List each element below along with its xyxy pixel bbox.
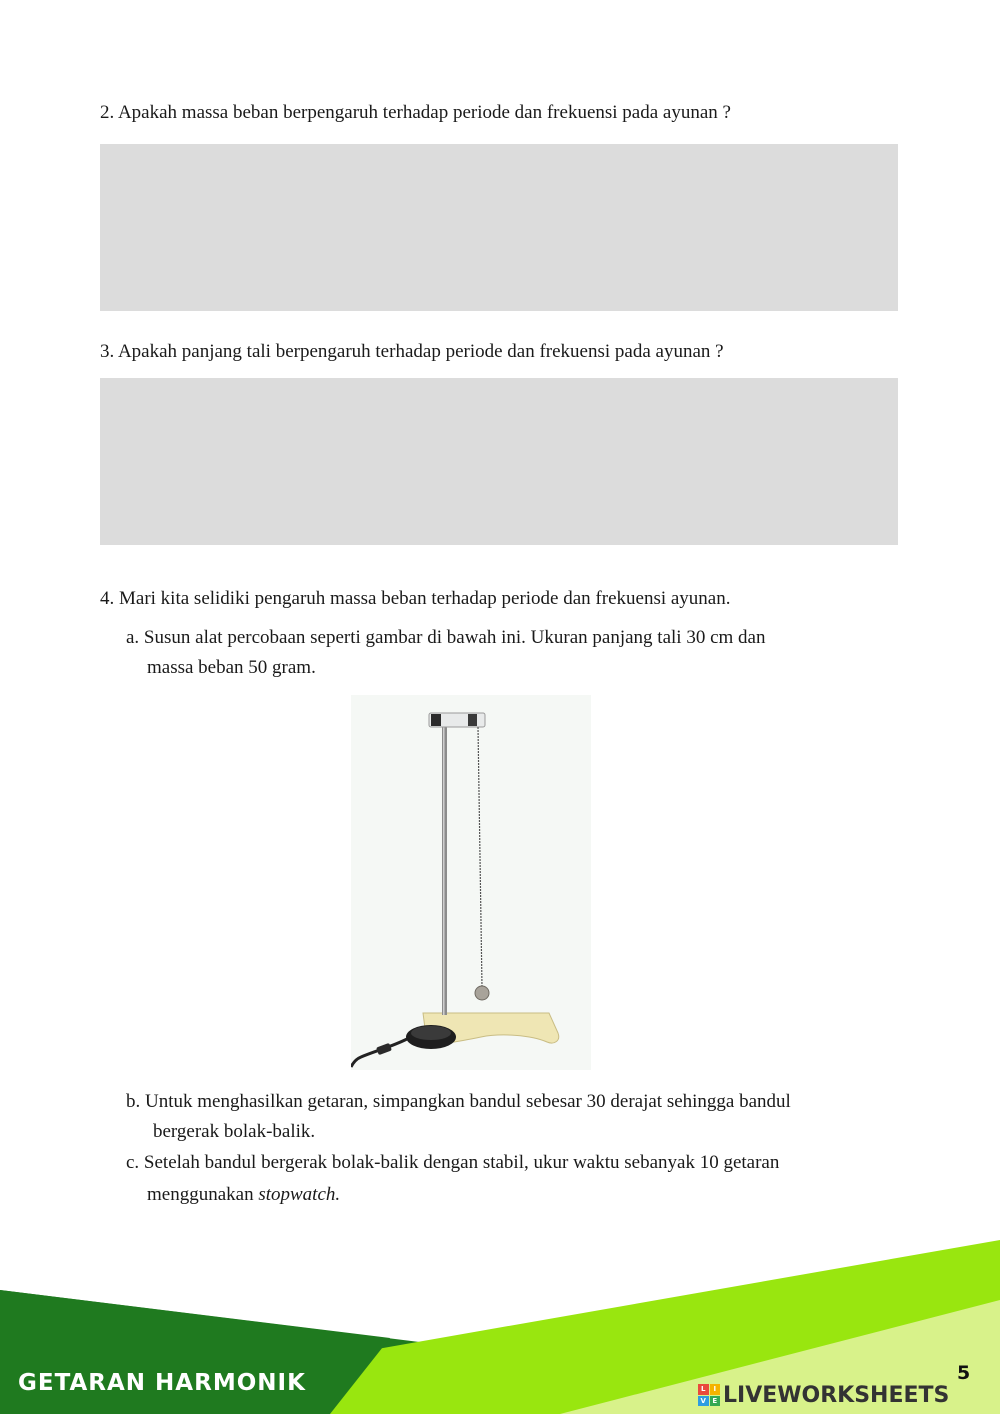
question-3: 3. Apakah panjang tali berpengaruh terhadap periode dan frekuensi pada ayunan ?	[100, 341, 724, 362]
step-c-line1: c. Setelah bandul bergerak bolak-balik dengan stabil, ukur waktu sebanyak 10 getaran	[126, 1152, 780, 1173]
liveworksheets-brand[interactable]	[698, 1381, 949, 1409]
logo-letter-l: L	[698, 1384, 709, 1395]
liveworksheets-logo-icon	[698, 1384, 720, 1406]
answer-box-3[interactable]	[100, 378, 898, 545]
step-a-line2: massa beban 50 gram.	[147, 657, 316, 678]
footer-title: GETARAN HARMONIK	[18, 1370, 306, 1396]
logo-letter-v: V	[698, 1396, 709, 1407]
step-b-line1: b. Untuk menghasilkan getaran, simpangkan bandul sebesar 30 derajat sehingga bandul	[126, 1091, 791, 1112]
step-a-line1: a. Susun alat percobaan seperti gambar di bawah ini. Ukuran panjang tali 30 cm dan	[126, 627, 766, 648]
logo-letter-i: I	[710, 1384, 721, 1395]
stopwatch-term: stopwatch.	[258, 1184, 341, 1205]
step-c-line2-text: menggunakan	[147, 1184, 259, 1205]
question-4: 4. Mari kita selidiki pengaruh massa beban terhadap periode dan frekuensi ayunan.	[100, 588, 731, 609]
step-b-line2: bergerak bolak-balik.	[153, 1121, 316, 1142]
page-number: 5	[957, 1362, 971, 1384]
logo-letter-e: E	[710, 1396, 721, 1407]
answer-box-2[interactable]	[100, 144, 898, 311]
question-2: 2. Apakah massa beban berpengaruh terhadap periode dan frekuensi pada ayunan ?	[100, 102, 731, 123]
pendulum-apparatus-image	[351, 695, 591, 1070]
pendulum-apparatus-icon	[351, 695, 591, 1070]
step-c-line2	[147, 1180, 340, 1210]
liveworksheets-text: LIVEWORKSHEETS	[723, 1382, 950, 1408]
